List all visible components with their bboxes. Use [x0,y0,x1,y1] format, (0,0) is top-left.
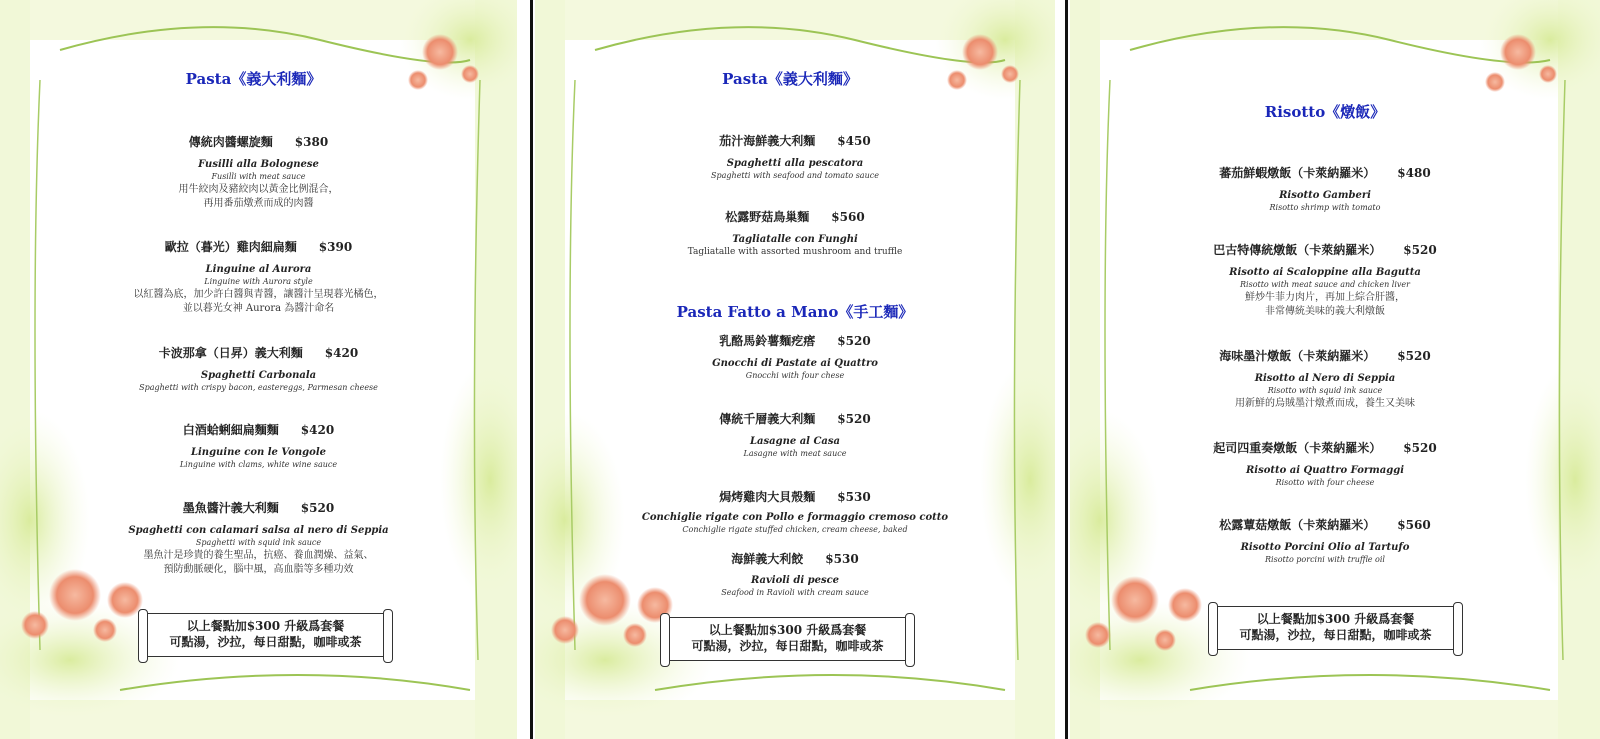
item-name: 墨魚醬汁義大利麵 [182,501,279,515]
set-meal-notice-banner [665,617,910,661]
item-description: 預防動脈硬化，腦中風，高血脂等多種功效 [163,564,354,575]
item-italian-name: Linguine con le Vongole [190,447,327,458]
item-english-desc: Lasagne with meat sauce [743,449,847,458]
item-english-desc: Conchiglie rigate stuffed chicken, cream cheese, baked [682,525,908,534]
menu-item [535,550,1055,597]
item-italian-name: Spaghetti con calamari salsa al nero di Seppia [128,525,389,536]
menu-item [1070,347,1600,411]
item-english-desc: Risotto porcini with truffle oil [1265,555,1385,564]
item-italian-name: Risotto Porcini Olio al Tartufo [1240,542,1410,553]
menu-item [1070,241,1600,319]
menu-item [0,499,517,577]
item-english-desc: Seafood in Ravioli with cream sauce [721,588,869,597]
item-description: 以紅醬為底，加少許白醬與青醬，讓醬汁呈現暮光橘色， [133,289,384,300]
item-name: 松露蕈菇燉飯（卡萊納羅米） [1219,518,1376,532]
menu-item [1070,439,1600,487]
item-english-desc: Spaghetti with crispy bacon, eastereggs, Parmesan cheese [139,383,378,392]
menu-item [0,133,517,211]
set-meal-notice-banner [143,613,388,657]
notice-line: 可點湯，沙拉，每日甜點，咖啡或茶 [691,639,884,653]
item-italian-name: Tagliatalle con Funghi [732,234,858,245]
item-price: $520 [1397,349,1431,363]
item-name: 松露野菇鳥巢麵 [725,210,810,224]
item-name: 茄汁海鮮義大利麵 [719,134,816,148]
item-name: 卡波那拿（日昇）義大利麵 [158,346,303,360]
item-price: $520 [1403,243,1437,257]
item-italian-name: Linguine al Aurora [205,264,312,275]
item-name: 起司四重奏燉飯（卡萊納羅米） [1213,441,1382,455]
menu-item [1070,164,1600,212]
item-italian-name: Risotto ai Scaloppine alla Bagutta [1229,267,1421,278]
menu-page-pasta-1 [0,0,517,739]
item-price: $530 [837,490,871,504]
page-divider [1065,0,1068,739]
menu-item [535,410,1055,458]
item-italian-name: Lasagne al Casa [749,436,841,447]
section-title: Pasta Fatto a Mano《手工麵》 [676,303,914,321]
item-description: 再用番茄燉煮而成的肉醬 [203,198,314,209]
item-price: $390 [318,240,353,254]
menu-page-risotto [1070,0,1600,739]
item-english-desc: Tagliatalle with assorted mushroom and truffle [687,247,903,257]
item-name: 焗烤雞肉大貝殼麵 [719,490,816,504]
notice-line: 以上餐點加$300 升級爲套餐 [708,623,867,637]
menu-item [535,208,1055,257]
notice-line: 可點湯，沙拉，每日甜點，咖啡或茶 [169,635,362,649]
menu-item [535,488,1055,534]
item-description: 墨魚汁是珍貴的養生聖品，抗癌、養血潤燥、益氣、 [143,550,374,561]
item-italian-name: Risotto Gamberi [1279,190,1371,201]
item-price: $480 [1397,166,1431,180]
section-title: Pasta《義大利麵》 [722,70,858,88]
item-english-desc: Risotto shrimp with tomato [1269,203,1381,212]
item-name: 傳統千層義大利麵 [719,412,816,426]
item-price: $450 [837,134,871,148]
item-price: $420 [324,346,359,360]
item-price: $520 [837,334,871,348]
item-italian-name: Gnocchi di Pastate ai Quattro [712,358,878,369]
item-name: 傳統肉醬螺旋麵 [188,135,273,149]
item-price: $520 [837,412,871,426]
item-italian-name: Spaghetti alla pescatora [726,158,864,169]
item-italian-name: Conchiglie rigate con Pollo e formaggio cremoso cotto [641,512,949,523]
item-price: $380 [294,135,329,149]
item-italian-name: Spaghetti Carbonala [200,370,317,381]
item-description: 非常傳統美味的義大利燉飯 [1265,306,1385,317]
item-name: 巴古特傳統燉飯（卡萊納羅米） [1213,243,1382,257]
item-italian-name: Ravioli di pesce [750,575,840,586]
notice-line: 可點湯，沙拉，每日甜點，咖啡或茶 [1239,628,1432,642]
item-name: 乳酪馬鈴薯麵疙瘩 [719,334,816,348]
item-italian-name: Risotto al Nero di Seppia [1254,373,1396,384]
item-english-desc: Spaghetti with seafood and tomato sauce [711,171,879,180]
item-italian-name: Fusilli alla Bolognese [198,159,319,170]
item-english-desc: Linguine with clams, white wine sauce [179,460,338,469]
item-name: 歐拉（暮光）雞肉細扁麵 [164,240,297,254]
item-english-desc: Spaghetti with squid ink sauce [195,538,322,547]
menu-item [535,132,1055,180]
item-italian-name: Risotto ai Quattro Formaggi [1245,465,1404,476]
item-price: $560 [1397,518,1431,532]
item-name: 白酒蛤蜊細扁麵麵 [182,423,279,437]
item-description: 用新鮮的烏賊墨汁燉煮而成，養生又美味 [1235,398,1415,409]
item-price: $560 [831,210,865,224]
item-price: $520 [300,501,335,515]
item-english-desc: Fusilli with meat sauce [211,172,306,181]
menu-item [0,344,517,392]
menu-item [0,421,517,469]
menu-item [535,332,1055,380]
item-name: 海味墨汁燉飯（卡萊納羅米） [1219,349,1376,363]
menu-item [0,238,517,316]
notice-line: 以上餐點加$300 升級爲套餐 [1256,612,1415,626]
item-description: 鮮炒牛菲力肉片，再加上綜合肝醬， [1245,292,1405,303]
section-title: Risotto《燉飯》 [1264,103,1386,121]
item-description: 用牛絞肉及豬絞肉以黃金比例混合， [178,184,339,195]
section-title: Pasta《義大利麵》 [185,70,322,88]
menu-page-pasta-2 [535,0,1055,739]
page-divider [530,0,533,739]
item-name: 海鮮義大利餃 [731,552,804,566]
item-english-desc: Gnocchi with four chese [745,371,845,380]
item-price: $420 [300,423,335,437]
item-description: 並以暮光女神 Aurora 為醬汁命名 [182,303,335,314]
item-price: $530 [825,552,859,566]
item-english-desc: Risotto with four cheese [1275,478,1375,487]
item-price: $520 [1403,441,1437,455]
menu-item [1070,516,1600,564]
set-meal-notice-banner [1213,606,1458,650]
item-name: 蕃茄鮮蝦燉飯（卡萊納羅米） [1219,166,1376,180]
item-english-desc: Linguine with Aurora style [204,277,313,286]
notice-line: 以上餐點加$300 升級爲套餐 [186,619,345,633]
item-english-desc: Risotto with squid ink sauce [1267,386,1383,395]
item-english-desc: Risotto with meat sauce and chicken liver [1240,280,1410,289]
